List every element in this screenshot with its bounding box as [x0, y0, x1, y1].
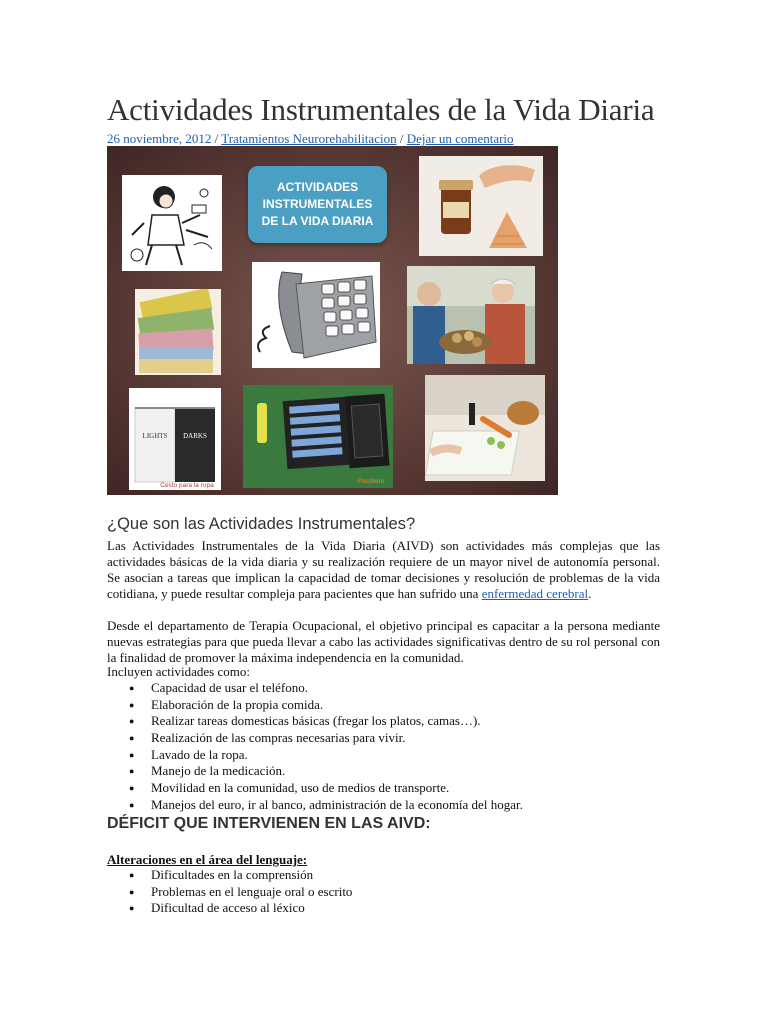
list-item: ● Movilidad en la comunidad, uso de medios de transporte. [107, 780, 523, 797]
pillbox-caption: Pastillero [357, 478, 385, 485]
activities-list [107, 680, 523, 814]
list-item: ● Elaboración de la propia comida. [107, 697, 523, 714]
shopping-people-image [407, 266, 535, 364]
comment-link[interactable]: Dejar un comentario [406, 131, 514, 146]
intro-paragraph [107, 538, 660, 602]
meta-separator: / [396, 131, 407, 146]
list-item: ● Capacidad de usar el teléfono. [107, 680, 523, 697]
basket-label-darks: DARKS [183, 432, 207, 440]
big-button-phone-image [252, 262, 380, 368]
cutting-board-image [425, 375, 545, 481]
category-link[interactable]: Tratamientos Neurorehabilitacion [221, 131, 397, 146]
intro-text: Las Actividades Instrumentales de la Vida Diaria (AIVD) son actividades más complejas que las actividades básicas de la vida diaria y su realización requiere de un mayor nivel de autonomía personal. Se asocian a tareas que implican la capacidad de tomar decisiones y resolución de problemas de la vida cotidiana, y puede resultar compleja para pacientes que han sufrido una [107, 538, 660, 601]
list-item: ● Lavado de la ropa. [107, 747, 523, 764]
list-item: ● Dificultad de acceso al léxico [107, 900, 352, 917]
list-item: ● Dificultades en la comprensión [107, 867, 352, 884]
pillbox-image [243, 385, 393, 488]
collage-banner [248, 166, 387, 243]
banner-line: ACTIVIDADES [276, 180, 359, 194]
banner-line: DE LA VIDA DIARIA [261, 214, 374, 228]
laundry-basket-image [129, 388, 221, 490]
brain-disease-link[interactable]: enfermedad cerebral [481, 586, 589, 601]
list-item: ● Realizar tareas domesticas básicas (fregar los platos, camas…). [107, 713, 523, 730]
language-deficits-list [107, 867, 352, 917]
hero-collage-image [107, 146, 558, 495]
intro-text-end: . [588, 586, 592, 601]
language-subheading: Alteraciones en el área del lenguaje: [107, 852, 308, 867]
post-date-link[interactable]: 26 noviembre, 2012 [107, 131, 212, 146]
euro-banknotes-image [135, 289, 221, 375]
article-title: Actividades Instrumentales de la Vida Diaria [107, 92, 655, 127]
includes-label: Incluyen actividades como: [107, 664, 250, 679]
jar-opener-image [419, 156, 543, 256]
list-item: ● Problemas en el lenguaje oral o escrito [107, 884, 352, 901]
article-meta [107, 131, 514, 147]
cartoon-housework-image [122, 175, 222, 271]
list-item: ● Manejos del euro, ir al banco, administración de la economía del hogar. [107, 797, 523, 814]
list-item: ● Manejo de la medicación. [107, 763, 523, 780]
section-heading-what-are: ¿Que son las Actividades Instrumentales? [107, 515, 416, 533]
banner-line: INSTRUMENTALES [262, 197, 373, 211]
basket-label-lights: LIGHTS [142, 432, 168, 440]
basket-caption: Cesto para la ropa [160, 482, 214, 489]
section-heading-deficits: DÉFICIT QUE INTERVIENEN EN LAS AIVD: [107, 815, 431, 832]
list-item: ● Realización de las compras necesarias para vivir. [107, 730, 523, 747]
meta-separator: / [211, 131, 222, 146]
ot-paragraph: Desde el departamento de Terapia Ocupacional, el objetivo principal es capacitar a la persona mediante nuevas estrategias para que pueda llevar a cabo las actividades significativas dentro de su rol personal con la finalidad de promover la máxima independencia en la comunidad. [107, 618, 660, 665]
